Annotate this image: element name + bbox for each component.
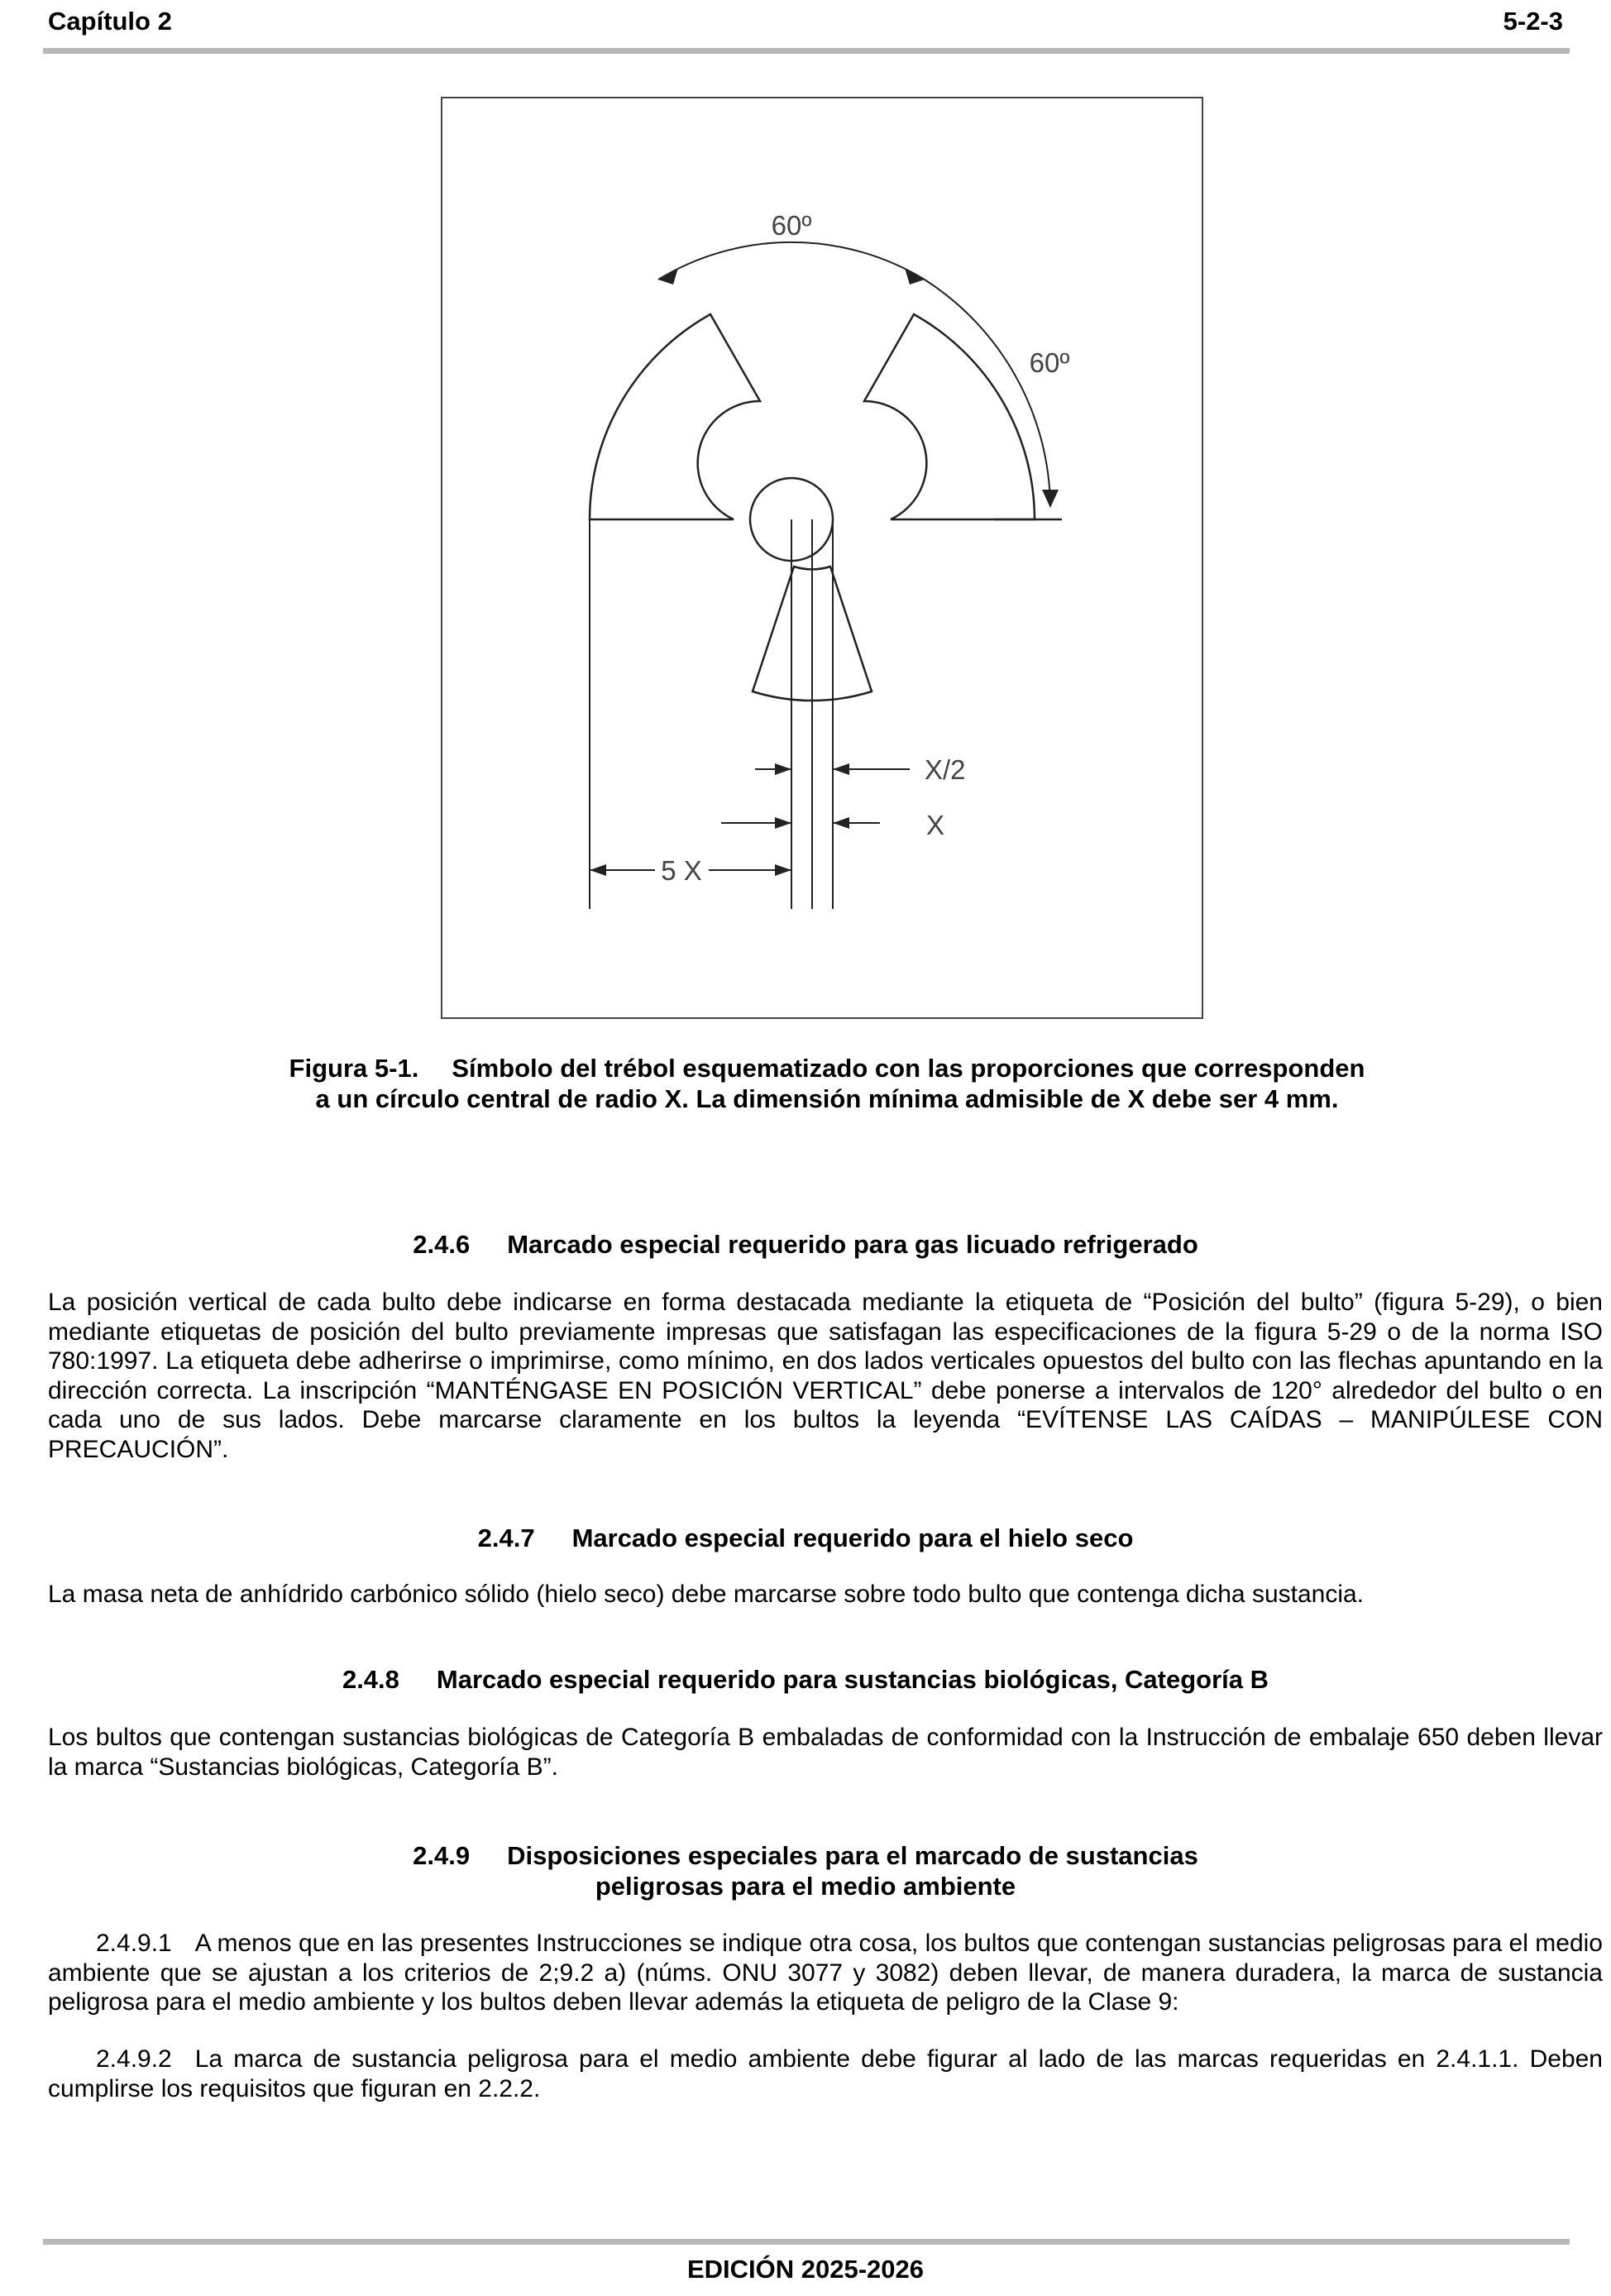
angle-label-side: 60º bbox=[1029, 347, 1070, 378]
section-title: Marcado especial requerido para sustancias biológicas, Categoría B bbox=[436, 1665, 1269, 1694]
figure-caption bbox=[165, 1053, 1489, 1114]
section-number: 2.4.6 bbox=[413, 1230, 471, 1259]
caption-line-2: a un círculo central de radio X. La dimensión mínima admisible de X debe ser 4 mm. bbox=[315, 1084, 1339, 1113]
chapter-label: Capítulo 2 bbox=[48, 7, 172, 36]
half-x-label: X/2 bbox=[925, 754, 966, 785]
section-number: 2.4.9 bbox=[413, 1841, 471, 1870]
section-body-2-4-6: La posición vertical de cada bulto debe indicarse en forma destacada mediante la etiqueta de “Posición del bulto” (figura 5-29), o bien mediante etiquetas de posición del bulto previamente impresas que satisfagan las especificaciones de la figura 5-29 o de la norma ISO 780:1997. La etiqueta debe adherirse o imprimirse, como mínimo, en dos lados verticales opuestos del bulto con las flechas apuntando en la dirección correcta. La inscripción “MANTÉNGASE EN POSICIÓN VERTICAL” debe ponerse a intervalos de 120° alrededor del bulto o en cada uno de sus lados. Debe marcarse claramente en los bultos la leyenda “EVÍTENSE LAS CAÍDAS – MANIPÚLESE CON PRECAUCIÓN”. bbox=[48, 1289, 1603, 1463]
section-body-2-4-8: Los bultos que contengan sustancias biológicas de Categoría B embaladas de conformidad con la Instrucción de embalaje 650 deben llevar la marca “Sustancias biológicas, Categoría B”. bbox=[48, 1724, 1603, 1781]
section-heading-2-4-8 bbox=[0, 1664, 1611, 1695]
angle-label-top: 60º bbox=[771, 210, 812, 241]
paragraph-number: 2.4.9.1 bbox=[96, 1930, 172, 1957]
section-title: Marcado especial requerido para el hielo seco bbox=[571, 1523, 1134, 1552]
trefoil-blade-upper-right bbox=[864, 314, 1035, 519]
trefoil-figure bbox=[441, 97, 1203, 1019]
edition-label: EDICIÓN 2025-2026 bbox=[686, 2255, 925, 2284]
section-title: Marcado especial requerido para gas licuado refrigerado bbox=[507, 1230, 1198, 1259]
paragraph-2-4-9-2 bbox=[48, 2045, 1603, 2103]
caption-line-1: Símbolo del trébol esquematizado con las proporciones que corresponden bbox=[452, 1054, 1365, 1083]
section-number: 2.4.8 bbox=[342, 1665, 399, 1694]
section-heading-2-4-6 bbox=[0, 1229, 1611, 1260]
paragraph-number: 2.4.9.2 bbox=[96, 2045, 172, 2073]
caption-number: Figura 5-1. bbox=[289, 1054, 419, 1083]
section-title-line-2: peligrosas para el medio ambiente bbox=[595, 1872, 1016, 1901]
trefoil-blade-upper-left bbox=[590, 314, 760, 519]
x-label: X bbox=[926, 810, 945, 840]
paragraph-text: A menos que en las presentes Instrucciones se indique otra cosa, los bultos que contengan sustancias peligrosas para el medio ambiente que se ajustan a los criterios de 2;9.2 a) (núms. ONU 3077 y 3082) deben llevar, de manera duradera, la marca de sustancia peligrosa para el medio ambiente y los bultos deben llevar además la etiqueta de peligro de la Clase 9: bbox=[48, 1930, 1603, 2016]
trefoil-diagram bbox=[442, 98, 1205, 1021]
page-reference: 5-2-3 bbox=[1503, 7, 1563, 36]
section-title-line-1: Disposiciones especiales para el marcado de sustancias bbox=[507, 1841, 1198, 1870]
paragraph-text: La marca de sustancia peligrosa para el medio ambiente debe figurar al lado de las marcas requeridas en 2.4.1.1. Deben cumplirse los requisitos que figuran en 2.2.2. bbox=[48, 2045, 1603, 2102]
paragraph-2-4-9-1 bbox=[48, 1929, 1603, 2017]
footer-rule bbox=[43, 2239, 1570, 2245]
section-number: 2.4.7 bbox=[477, 1523, 535, 1552]
header-rule bbox=[43, 48, 1570, 54]
section-heading-2-4-7 bbox=[0, 1523, 1611, 1553]
five-x-label: 5 X bbox=[661, 855, 702, 886]
section-body-2-4-7: La masa neta de anhídrido carbónico sólido (hielo seco) debe marcarse sobre todo bulto que contenga dicha sustancia. bbox=[48, 1581, 1365, 1608]
section-heading-2-4-9 bbox=[0, 1840, 1611, 1901]
